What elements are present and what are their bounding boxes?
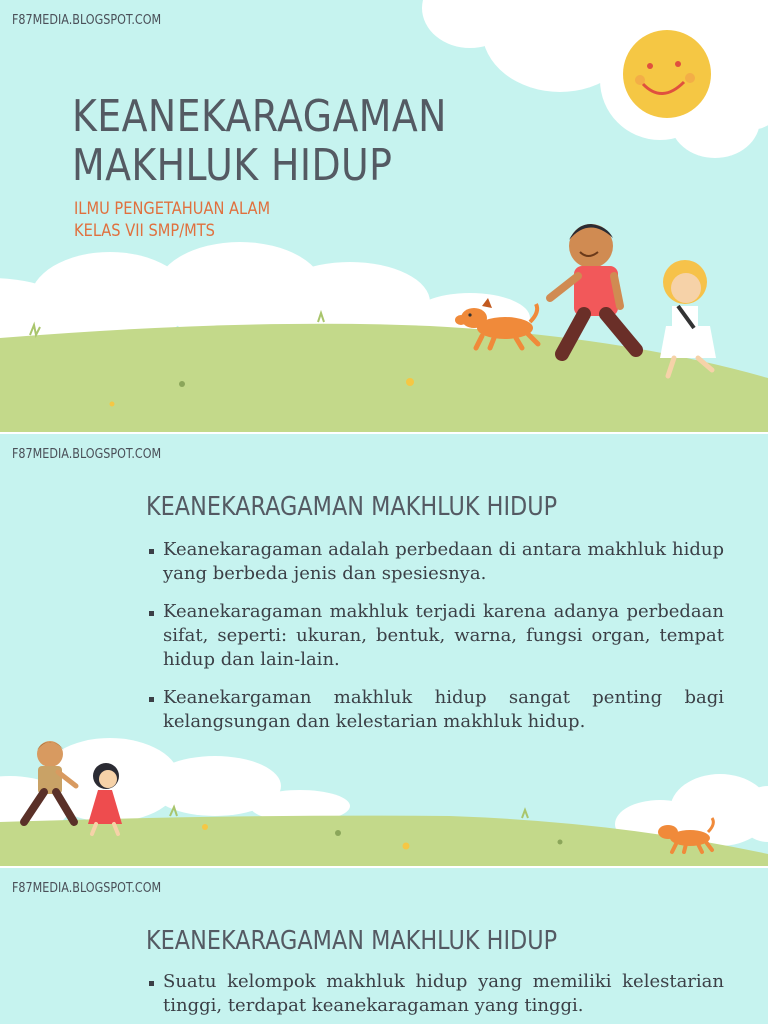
- subtitle-line-2: KELAS VII SMP/MTS: [74, 221, 215, 241]
- title-slide: [0, 0, 768, 432]
- slide-heading: KEANEKARAGAMAN MAKHLUK HIDUP: [146, 926, 558, 956]
- grass-hill: [0, 324, 768, 432]
- watermark: F87MEDIA.BLOGSPOT.COM: [12, 13, 162, 28]
- bullet-item: Keanekargaman makhluk hidup sangat penting bagi kelangsungan dan kelestarian makhluk hidup.: [146, 686, 724, 734]
- smiling-sun-icon: [623, 30, 711, 118]
- running-boy-icon: [550, 224, 636, 354]
- watermark: F87MEDIA.BLOGSPOT.COM: [12, 881, 162, 896]
- content-slide: [0, 434, 768, 866]
- bullet-list: [146, 538, 724, 748]
- slide-heading: KEANEKARAGAMAN MAKHLUK HIDUP: [146, 492, 558, 522]
- content-slide: [0, 868, 768, 1024]
- bullet-item: Suatu kelompok makhluk hidup yang memiliki kelestarian tinggi, terdapat keanekaragaman yang tinggi.: [146, 970, 724, 1018]
- title-line-2: MAKHLUK HIDUP: [72, 140, 393, 191]
- subtitle-line-1: ILMU PENGETAHUAN ALAM: [74, 199, 271, 219]
- bullet-list: [146, 970, 724, 1024]
- subtitle: [74, 198, 270, 242]
- title-line-1: KEANEKARAGAMAN: [72, 91, 447, 142]
- page-title: [72, 92, 447, 190]
- bullet-item: Keanekaragaman adalah perbedaan di antara makhluk hidup yang berbeda jenis dan spesiesnya.: [146, 538, 724, 586]
- top-right-cloud: [422, 0, 768, 158]
- watermark: F87MEDIA.BLOGSPOT.COM: [12, 447, 162, 462]
- bullet-item: Keanekaragaman makhluk terjadi karena adanya perbedaan sifat, seperti: ukuran, bentuk, warna, fungsi organ, tempat hidup dan lain-lain.: [146, 600, 724, 672]
